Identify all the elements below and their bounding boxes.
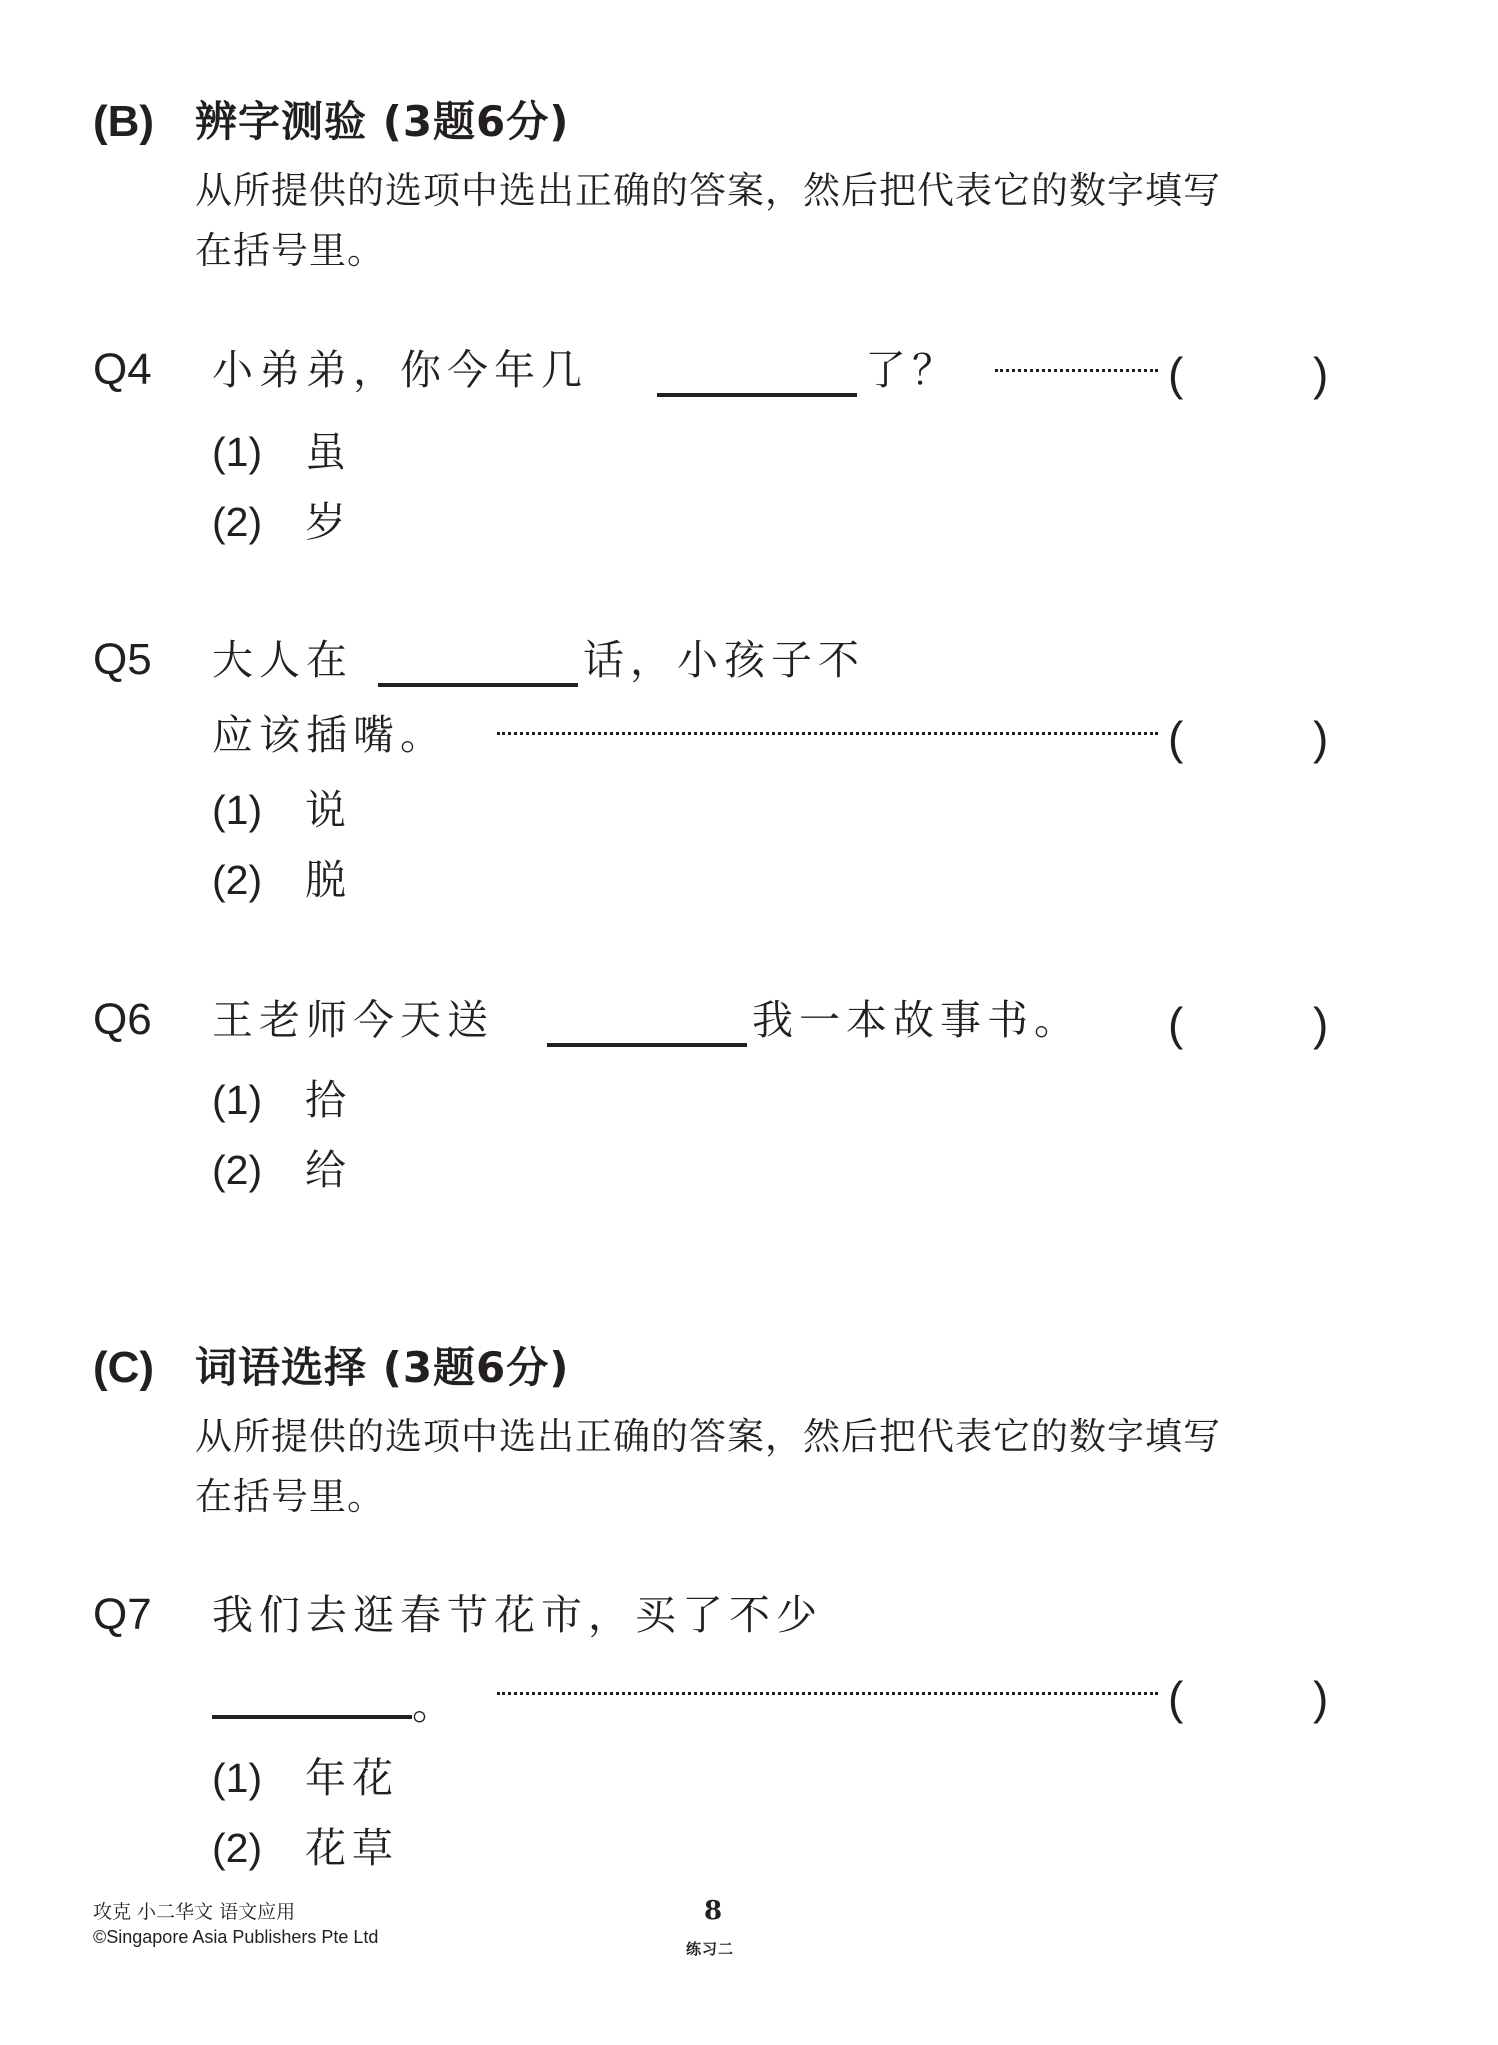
section-b-instruction-line2: 在括号里。	[195, 229, 385, 272]
section-b-instruction-line1: 从所提供的选项中选出正确的答案，然后把代表它的数字填写	[195, 169, 1221, 212]
answer-paren-open[interactable]: (	[1168, 998, 1184, 1050]
option-number: (1)	[212, 1755, 263, 1801]
section-c-label: (C)	[93, 1343, 155, 1392]
question-text-line2: 应该插嘴。	[212, 711, 447, 759]
question-number: Q7	[93, 1590, 152, 1639]
dot-leader	[497, 732, 1158, 735]
option-number: (2)	[212, 499, 263, 545]
question-text-after: 了？	[865, 346, 959, 394]
question-text-before: 王老师今天送	[212, 996, 494, 1044]
option-text: 拾	[305, 1076, 352, 1124]
question-text-before: 大人在	[212, 636, 353, 684]
answer-paren-close[interactable]: )	[1313, 1672, 1329, 1724]
option-number: (2)	[212, 857, 263, 903]
question-number: Q5	[93, 635, 152, 684]
answer-blank-line	[378, 683, 578, 687]
section-b-label: (B)	[93, 97, 155, 146]
answer-blank-line	[547, 1043, 747, 1047]
option-number: (1)	[212, 787, 263, 833]
answer-paren-open[interactable]: (	[1168, 348, 1184, 400]
option-number: (1)	[212, 429, 263, 475]
option-text: 花草	[305, 1824, 399, 1872]
section-b-title: 辨字测验 (3题6分)	[195, 97, 570, 146]
question-text-before: 小弟弟，你今年几	[212, 346, 588, 394]
section-c-title: 词语选择 (3题6分)	[195, 1343, 570, 1392]
answer-paren-open[interactable]: (	[1168, 1672, 1184, 1724]
option-text: 给	[305, 1146, 352, 1194]
section-c-instruction-line2: 在括号里。	[195, 1475, 385, 1518]
answer-paren-close[interactable]: )	[1313, 998, 1329, 1050]
question-text-line1: 我们去逛春节花市，买了不少	[212, 1591, 823, 1639]
page-number: 8	[703, 1896, 723, 1926]
question-number: Q6	[93, 995, 152, 1044]
question-text-after: 话，小孩子不	[583, 636, 865, 684]
option-text: 脱	[305, 856, 352, 904]
answer-paren-open[interactable]: (	[1168, 712, 1184, 764]
option-text: 说	[305, 786, 352, 834]
option-text: 岁	[305, 498, 352, 546]
book-title: 攻克 小二华文 语文应用	[93, 1901, 296, 1923]
exercise-label: 练习二	[686, 1940, 735, 1958]
answer-paren-close[interactable]: )	[1313, 348, 1329, 400]
question-number: Q4	[93, 345, 152, 394]
option-number: (1)	[212, 1077, 263, 1123]
option-number: (2)	[212, 1147, 263, 1193]
copyright-text: ©Singapore Asia Publishers Pte Ltd	[93, 1927, 379, 1947]
option-text: 虽	[305, 428, 352, 476]
option-text: 年花	[305, 1754, 399, 1802]
answer-blank-line	[212, 1715, 412, 1719]
question-text-after: 我一本故事书。	[752, 996, 1081, 1044]
answer-paren-close[interactable]: )	[1313, 712, 1329, 764]
dot-leader	[995, 369, 1158, 372]
dot-leader	[497, 1692, 1158, 1695]
answer-blank-line	[657, 393, 857, 397]
option-number: (2)	[212, 1825, 263, 1871]
question-text-line2: 。	[412, 1681, 459, 1729]
section-c-instruction-line1: 从所提供的选项中选出正确的答案，然后把代表它的数字填写	[195, 1415, 1221, 1458]
